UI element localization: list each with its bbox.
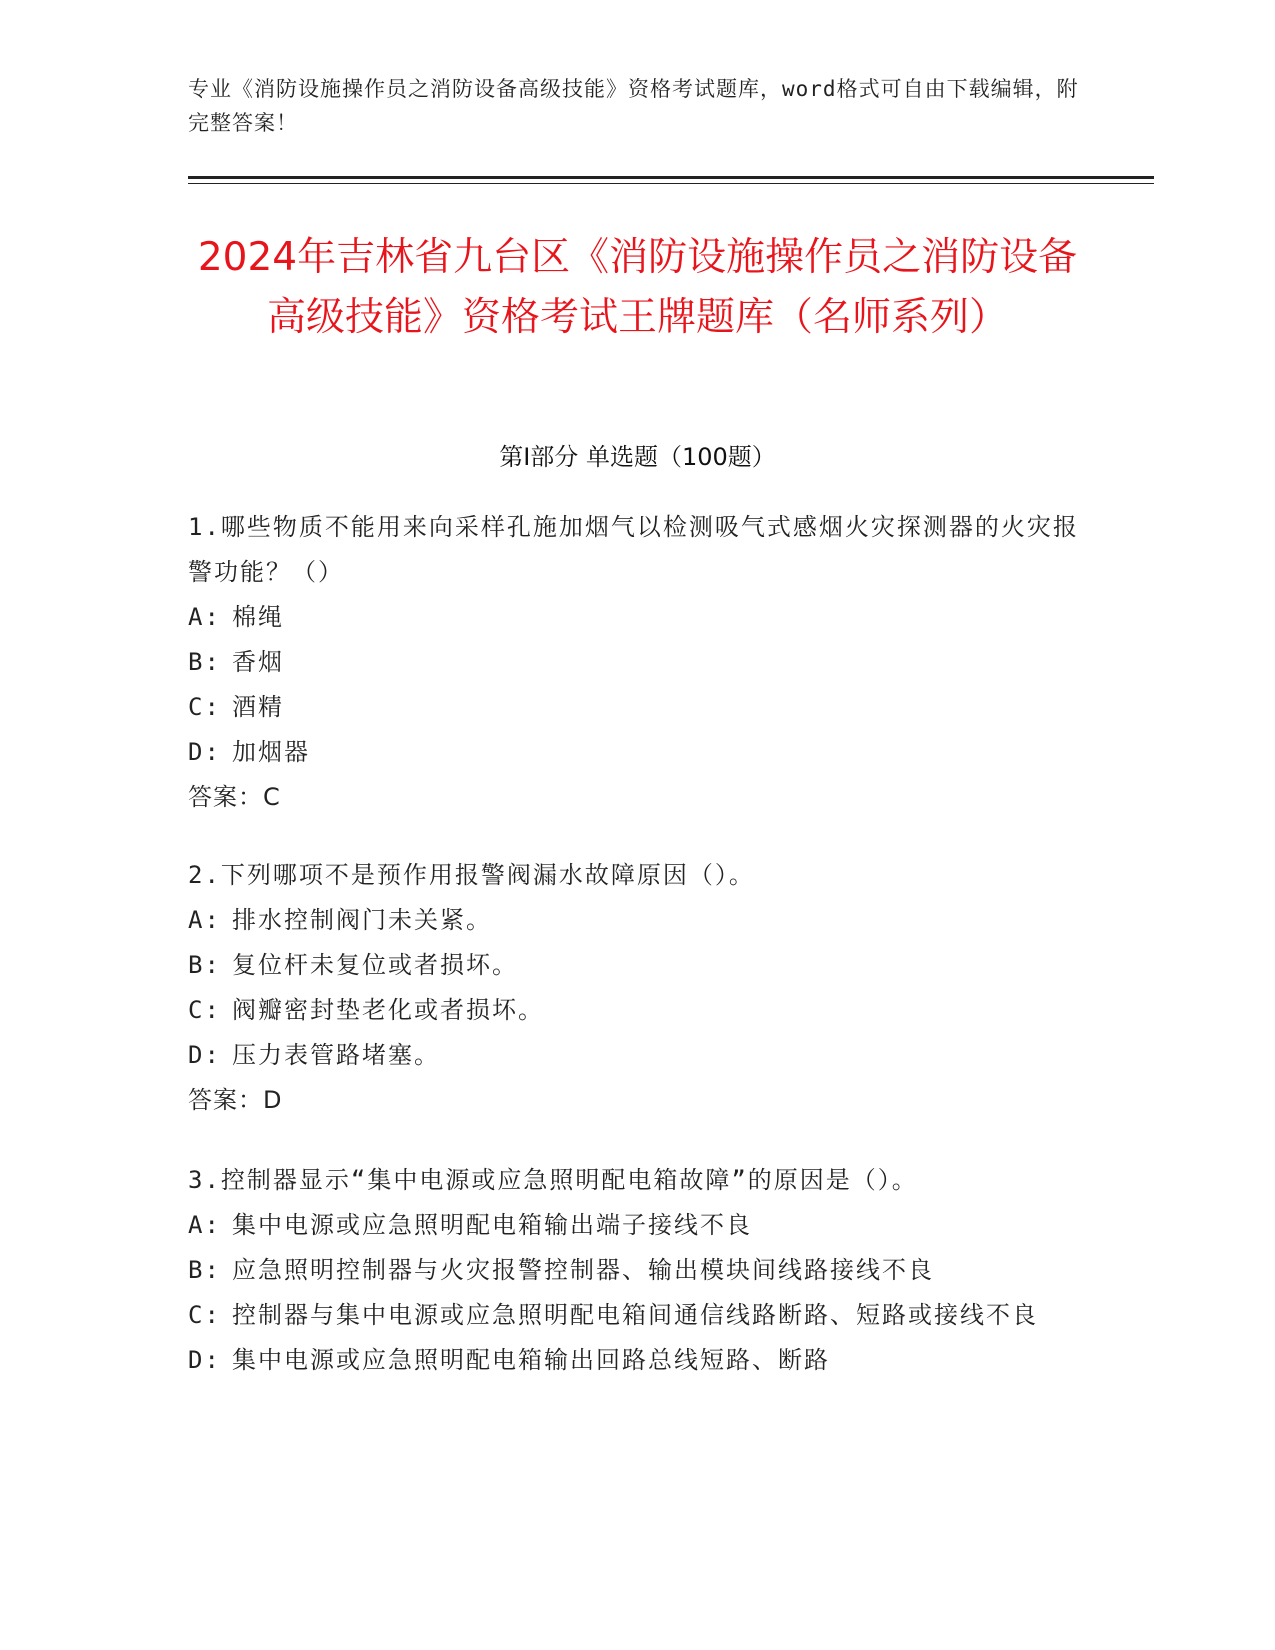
option-d xyxy=(188,730,1088,775)
option-text: 集中电源或应急照明配电箱输出回路总线短路、断路 xyxy=(232,1346,830,1374)
option-label: D: xyxy=(188,738,221,766)
document-title: 2024年吉林省九台区《消防设施操作员之消防设备高级技能》资格考试王牌题库（名师系列） xyxy=(197,235,1078,340)
option-label: A: xyxy=(188,906,221,934)
question-stem: 1.哪些物质不能用来向采样孔施加烟气以检测吸气式感烟火灾探测器的火灾报警功能？（） xyxy=(188,513,1079,586)
option-b xyxy=(188,1248,1088,1293)
option-d xyxy=(188,1033,1088,1078)
option-c xyxy=(188,1293,1088,1338)
option-text: 排水控制阀门未关紧。 xyxy=(232,906,492,934)
option-label: A: xyxy=(188,603,221,631)
option-label: B: xyxy=(188,648,221,676)
question-stem: 2.下列哪项不是预作用报警阀漏水故障原因（）。 xyxy=(188,861,755,889)
option-text: 应急照明控制器与火灾报警控制器、输出模块间线路接线不良 xyxy=(232,1256,934,1284)
option-text: 控制器与集中电源或应急照明配电箱间通信线路断路、短路或接线不良 xyxy=(232,1301,1038,1329)
option-text: 压力表管路堵塞。 xyxy=(232,1041,440,1069)
option-text: 阀瓣密封垫老化或者损坏。 xyxy=(232,996,544,1024)
header-note: 专业《消防设施操作员之消防设备高级技能》资格考试题库，word格式可自由下载编辑，附完整答案！ xyxy=(188,77,1079,135)
option-a xyxy=(188,595,1088,640)
option-text: 酒精 xyxy=(232,693,284,721)
header-rule-thin xyxy=(188,183,1154,184)
option-b xyxy=(188,640,1088,685)
option-label: C: xyxy=(188,996,221,1024)
option-c xyxy=(188,988,1088,1033)
answer: 答案：C xyxy=(188,783,281,811)
option-label: B: xyxy=(188,1256,221,1284)
option-text: 香烟 xyxy=(232,648,284,676)
question-stem: 3.控制器显示“集中电源或应急照明配电箱故障”的原因是（）。 xyxy=(188,1166,918,1194)
header-rule-thick xyxy=(188,176,1154,179)
option-b xyxy=(188,943,1088,988)
option-text: 复位杆未复位或者损坏。 xyxy=(232,951,518,979)
answer: 答案：D xyxy=(188,1086,283,1114)
option-label: C: xyxy=(188,1301,221,1329)
question-3 xyxy=(188,1158,1088,1383)
option-label: B: xyxy=(188,951,221,979)
option-d xyxy=(188,1338,1088,1383)
option-text: 加烟器 xyxy=(232,738,310,766)
option-a xyxy=(188,1203,1088,1248)
option-a xyxy=(188,898,1088,943)
option-label: A: xyxy=(188,1211,221,1239)
option-label: D: xyxy=(188,1346,221,1374)
option-label: D: xyxy=(188,1041,221,1069)
option-text: 集中电源或应急照明配电箱输出端子接线不良 xyxy=(232,1211,752,1239)
option-c xyxy=(188,685,1088,730)
option-text: 棉绳 xyxy=(232,603,284,631)
option-label: C: xyxy=(188,693,221,721)
section-heading: 第Ⅰ部分 单选题（100题） xyxy=(499,443,776,471)
question-1 xyxy=(188,505,1088,820)
question-2 xyxy=(188,853,1088,1123)
